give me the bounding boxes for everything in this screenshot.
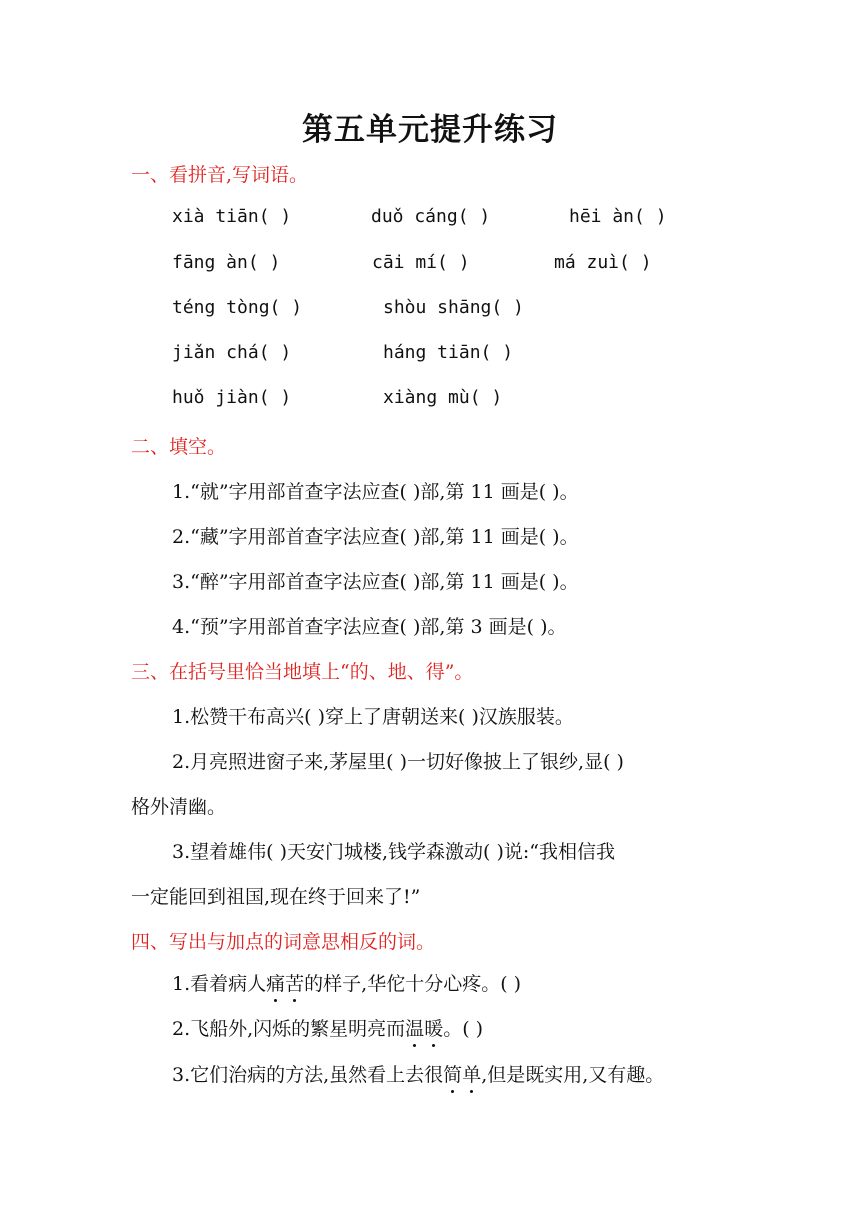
question-item: 2.“藏”字用部首查字法应查( )部,第 11 画是( )。 (172, 526, 579, 548)
question-text: ,但是既实用,又有趣。 (481, 1064, 665, 1086)
question-item: 2.月亮照进窗子来,茅屋里( )一切好像披上了银纱,显( ) (172, 751, 624, 773)
question-item: 4.“预”字用部首查字法应查( )部,第 3 画是( )。 (172, 616, 567, 638)
question-item (172, 1014, 483, 1041)
section-heading-antonym: 四、写出与加点的词意思相反的词。 (131, 931, 436, 953)
pinyin-item: má zuì( ) (554, 252, 652, 273)
dotted-char: 痛 (266, 969, 285, 996)
pinyin-item: cāi mí( ) (372, 252, 470, 273)
dotted-char: 苦 (285, 969, 304, 996)
section-heading-de: 三、在括号里恰当地填上“的、地、得”。 (131, 661, 474, 683)
dotted-char: 温 (405, 1014, 424, 1041)
pinyin-item: háng tiān( ) (383, 342, 514, 363)
question-item: 1.“就”字用部首查字法应查( )部,第 11 画是( )。 (172, 481, 579, 503)
pinyin-item: fāng àn( ) (172, 252, 281, 273)
question-item: 3.望着雄伟( )天安门城楼,钱学森激动( )说:“我相信我 (172, 841, 616, 863)
question-text: 1.看着病人 (172, 973, 267, 995)
pinyin-item: téng tòng( ) (172, 297, 303, 318)
question-item-continuation: 格外清幽。 (131, 796, 227, 818)
pinyin-item: jiǎn chá( ) (172, 342, 292, 363)
question-text: 的样子,华佗十分心疼。( ) (304, 973, 522, 995)
question-item (172, 1060, 664, 1087)
dotted-word (266, 973, 304, 995)
question-text: 。( ) (443, 1018, 484, 1040)
dotted-word (405, 1018, 443, 1040)
section-heading-pinyin: 一、看拼音,写词语。 (131, 164, 309, 186)
pinyin-item: xiàng mù( ) (383, 387, 503, 408)
dotted-char: 暖 (424, 1014, 443, 1041)
question-item (172, 969, 521, 996)
pinyin-item: duǒ cáng( ) (371, 206, 491, 227)
question-text: 2.飞船外,闪烁的繁星明亮而 (172, 1018, 406, 1040)
question-item: 3.“醉”字用部首查字法应查( )部,第 11 画是( )。 (172, 571, 579, 593)
dotted-char: 简 (443, 1060, 462, 1087)
dotted-word (443, 1064, 481, 1086)
question-item-continuation: 一定能回到祖国,现在终于回来了!” (131, 886, 421, 908)
pinyin-item: huǒ jiàn( ) (172, 387, 292, 408)
section-heading-fill: 二、填空。 (131, 436, 227, 458)
dotted-char: 单 (462, 1060, 481, 1087)
question-item: 1.松赞干布高兴( )穿上了唐朝送来( )汉族服装。 (172, 706, 574, 728)
page-title: 第五单元提升练习 (302, 112, 558, 148)
pinyin-item: hēi àn( ) (569, 206, 667, 227)
pinyin-item: xià tiān( ) (172, 206, 292, 227)
pinyin-item: shòu shāng( ) (383, 297, 524, 318)
question-text: 3.它们治病的方法,虽然看上去很 (172, 1064, 444, 1086)
